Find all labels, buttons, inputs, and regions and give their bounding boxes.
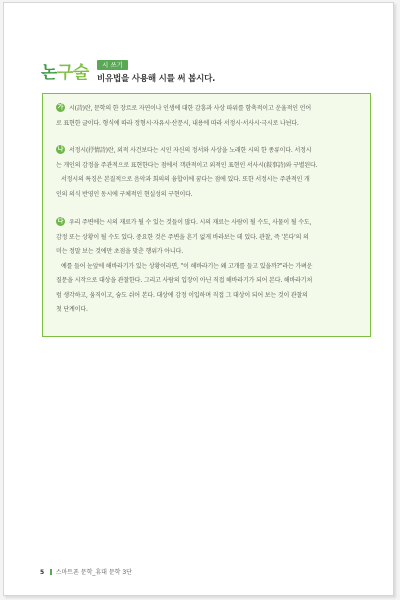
reading-passage-box — [42, 93, 371, 337]
passage-line: 질문을 시작으로 대상을 관찰한다. 그리고 사람의 입장이 아닌 직접 해바라기가 되어 본다. 해바라기처 — [56, 277, 313, 284]
footer-divider — [50, 569, 52, 575]
passage-line: 다 우리 주변에는 시의 재료가 될 수 있는 것들이 많다. 시의 재료는 사람이 될 수도, 사물이 될 수도, — [57, 218, 312, 226]
logo-part-2: 구술 — [56, 63, 89, 83]
passage-line: 인의 의식 반영인 동시에 구체적인 현실성의 구현이다. — [56, 190, 193, 198]
marker-da-icon: 다 — [57, 218, 64, 225]
marker-ga-icon: 가 — [57, 104, 64, 111]
passage-line: 첫 단계이다. — [56, 306, 88, 313]
passage-line: 럼 생각하고, 움직이고, 숨도 쉬어 본다. 대상에 감정 이입하며 직접 그 대상이 되어 보는 것이 관찰의 — [56, 291, 308, 299]
section-logo — [41, 62, 89, 84]
document-page — [3, 2, 394, 596]
passage-na — [56, 144, 360, 202]
page-number: 5 — [40, 569, 45, 576]
passage-line: 는 개인의 감정을 주관적으로 표현한다는 점에서 객관적이고 외적인 표현인 서사시(敍事詩)와 구별된다. — [56, 161, 318, 169]
page-footer — [40, 569, 132, 577]
marker-na-icon: 나 — [57, 146, 64, 153]
passage-line: 로 표현한 글이다. 형식에 따라 정형시·자유시·산문시, 내용에 따라 서정시·서사시·극시로 나뉜다. — [56, 119, 299, 127]
passage-line: 감정 또는 상황이 될 수도 있다. 중요한 것은 주변을 흔기 없게 바라보는 데 있다. 관찰, 즉 '본다'의 의 — [56, 233, 309, 241]
passage-line: 가 시(詩)란, 문학의 한 장르로 자연이나 인생에 대한 감흥과 사상 따위를 함축적이고 운율적인 언어 — [57, 104, 311, 112]
passage-line: 나 서정시(抒情詩)란, 외적 사건보다는 시인 자신의 정서와 사상을 노래한 시의 한 종류이다. 서정시 — [57, 146, 312, 154]
passage-line: 예를 들어 눈앞에 해바라기가 있는 상황이라면, "이 해바라기는 왜 고개를 들고 있을까?"라는 가벼운 — [61, 262, 313, 270]
section-title: 비유법을 사용해 시를 써 봅시다. — [97, 74, 216, 84]
passage-ga — [56, 102, 360, 131]
footer-text: 스마트폰 문학_휴대 문학 3단 — [55, 569, 132, 576]
section-header — [41, 60, 361, 88]
passage-line: 미는 정말 보는 것에만 초점을 맞춘 행위가 아니다. — [56, 248, 183, 255]
passage-line: 서정시의 특징은 본질적으로 음악과 회의의 융합이에 꿈다는 점에 있다. 또한 서정시는 주관적인 개 — [61, 176, 310, 183]
logo-part-1: 논 — [41, 63, 57, 83]
passage-da — [56, 216, 360, 318]
section-tag: 시 쓰기 — [97, 60, 128, 70]
